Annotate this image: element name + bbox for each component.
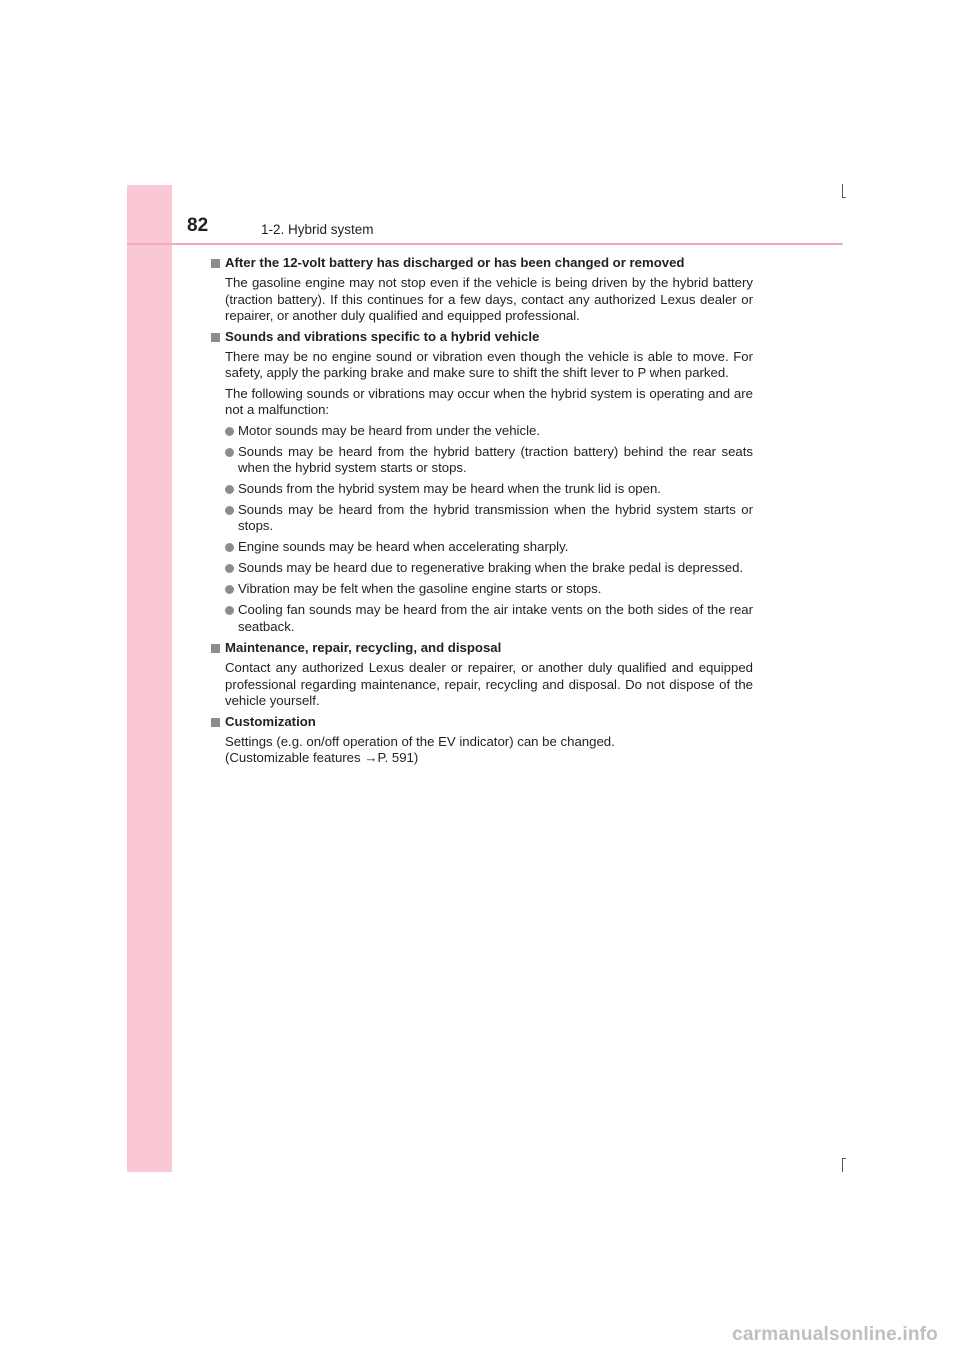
circle-bullet-icon (225, 606, 234, 615)
paragraph: Settings (e.g. on/off operation of the EV indicator) can be changed. (225, 733, 615, 749)
circle-bullet-icon (225, 543, 234, 552)
square-bullet-icon (211, 718, 220, 727)
list-item-text: Engine sounds may be heard when accelerating sharply. (238, 539, 569, 555)
side-color-band (127, 185, 172, 1172)
topic-heading (211, 329, 753, 345)
page-content (211, 255, 753, 771)
topic-customization (211, 714, 753, 767)
paragraph: The following sounds or vibrations may occur when the hybrid system is operating and are not a malfunction: (225, 385, 753, 418)
circle-bullet-icon (225, 485, 234, 494)
paragraph: Contact any authorized Lexus dealer or repairer, or another duly qualified and equipped professional regarding maintenance, repair, recycling and disposal. Do not dispose of the vehicle yourself. (225, 660, 753, 709)
bullet-list (211, 423, 753, 636)
list-item-text: Sounds may be heard from the hybrid transmission when the hybrid system starts or stops. (238, 502, 753, 534)
list-item (225, 602, 753, 635)
list-item (225, 444, 753, 477)
list-item-text: Cooling fan sounds may be heard from the air intake vents on the both sides of the rear seatback. (238, 602, 753, 634)
circle-bullet-icon (225, 564, 234, 573)
circle-bullet-icon (225, 506, 234, 515)
paragraph: There may be no engine sound or vibration even though the vehicle is able to move. For safety, apply the parking brake and make sure to shift the shift lever to P when parked. (225, 349, 753, 381)
topic-heading-text: After the 12-volt battery has discharged or has been changed or removed (225, 255, 685, 270)
list-item-text: Sounds from the hybrid system may be heard when the trunk lid is open. (238, 481, 661, 497)
list-item (225, 481, 753, 497)
list-item-text: Motor sounds may be heard from under the vehicle. (238, 422, 541, 438)
circle-bullet-icon (225, 427, 234, 436)
topic-battery-discharged (211, 255, 753, 325)
circle-bullet-icon (225, 585, 234, 594)
page-reference-link[interactable]: (Customizable features →P. 591) (225, 750, 419, 766)
square-bullet-icon (211, 644, 220, 653)
crop-mark-top (842, 184, 843, 198)
list-item (225, 502, 753, 535)
paragraph: The gasoline engine may not stop even if the vehicle is being driven by the hybrid battery (traction battery). If this continues for a few days, contact any authorized Lexus dealer or repairer, or another duly qualified and equipped professional. (225, 275, 753, 324)
topic-heading-text: Customization (225, 713, 316, 729)
topic-heading (211, 640, 753, 656)
circle-bullet-icon (225, 448, 234, 457)
topic-sounds-vibrations (211, 329, 753, 636)
section-title: 1-2. Hybrid system (261, 222, 374, 237)
topic-heading (211, 255, 753, 271)
square-bullet-icon (211, 333, 220, 342)
list-item (225, 560, 753, 576)
list-item-text: Sounds may be heard due to regenerative braking when the brake pedal is depressed. (238, 560, 744, 576)
crop-mark-bottom (842, 1158, 843, 1172)
page-number: 82 (187, 215, 209, 236)
topic-heading (211, 714, 753, 730)
watermark: carmanualsonline.info (732, 1324, 938, 1345)
list-item (225, 539, 753, 555)
list-item-text: Vibration may be felt when the gasoline engine starts or stops. (238, 581, 602, 597)
topic-maintenance (211, 640, 753, 710)
topic-heading-text: Sounds and vibrations specific to a hybrid vehicle (225, 328, 540, 344)
header-divider (127, 243, 843, 245)
list-item (225, 423, 753, 439)
square-bullet-icon (211, 259, 220, 268)
topic-heading-text: Maintenance, repair, recycling, and disposal (225, 639, 502, 655)
list-item-text: Sounds may be heard from the hybrid battery (traction battery) behind the rear seats when the hybrid system starts or stops. (238, 443, 753, 476)
list-item (225, 581, 753, 597)
